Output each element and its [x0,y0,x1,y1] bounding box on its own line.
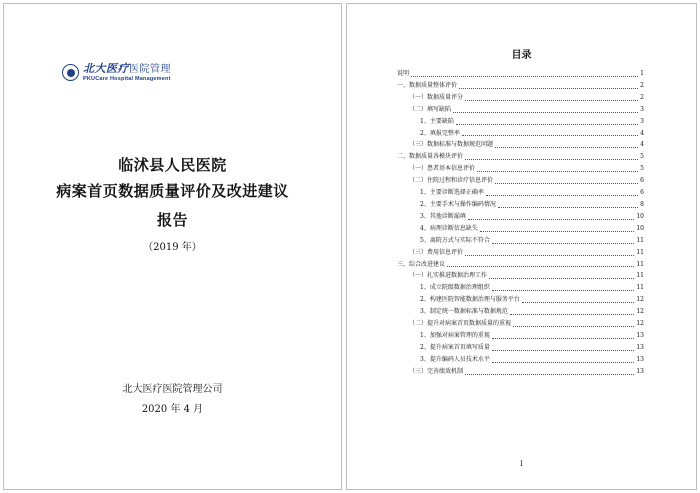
cover-title-report: 病案首页数据质量评价及改进建议 [56,182,289,200]
toc-entry[interactable] [397,211,644,223]
cover-title-suffix: 报告 [156,211,188,229]
toc-entry-page: 11 [636,248,644,256]
toc-entry-page: 12 [636,308,644,316]
toc-entry-title: 3、制定统一数据标准与数据规范 [420,308,508,316]
company-logo [62,63,171,83]
toc-entry[interactable] [397,294,644,306]
toc-leader-dots [495,146,638,148]
toc-entry-title: 2、提升病案首页填写质量 [420,343,490,351]
toc-entry[interactable] [397,68,644,80]
toc-entry-title: 3、其他诊断漏填 [420,212,466,220]
toc-entry-title: （二）填写缺陷 [409,105,452,113]
toc-entry[interactable] [397,354,644,366]
toc-entry-page: 10 [636,224,644,232]
toc-entry-page: 11 [636,272,644,280]
toc-leader-dots [465,158,638,160]
toc-leader-dots [492,361,635,363]
toc-entry-page: 2 [640,81,644,89]
toc-entry-title: 2、填报完整率 [420,129,460,137]
toc-entry-page: 6 [640,189,644,197]
toc-leader-dots [456,123,638,125]
toc-entry[interactable] [397,175,644,187]
toc-entry-title: 2、主要手术与操作编码情况 [420,200,496,208]
toc-entry-title: （二）提升对病案首页数据质量的重视 [409,320,512,328]
toc-entry[interactable] [397,282,644,294]
toc-entry-title: （一）扎实推进数据治理工作 [409,272,488,280]
toc-entry-page: 11 [636,236,644,244]
toc-leader-dots [453,111,638,113]
toc-entry-title: （一）数据质量评分 [409,93,464,101]
toc-entry-title: （一）患者基本信息评价 [409,165,476,173]
toc-entry-title: （三）费用信息评价 [409,248,464,256]
toc-entry[interactable] [397,139,644,151]
toc-entry[interactable] [397,116,644,128]
toc-entry[interactable] [397,259,644,271]
toc-entry[interactable] [397,342,644,354]
logo-emblem-icon [62,64,79,81]
toc-entry[interactable] [397,270,644,282]
toc-entry-title: 4、病理诊断信息缺失 [420,224,478,232]
toc-leader-dots [486,194,638,196]
toc-page [346,3,697,490]
toc-leader-dots [480,230,635,232]
toc-entry-page: 5 [640,153,644,161]
cover-date: 2020 年 4 月 [141,404,204,415]
cover-page [3,3,342,490]
toc-entry-page: 13 [636,355,644,363]
toc-entry[interactable] [397,80,644,92]
cover-title-hospital: 临沭县人民医院 [118,156,227,174]
toc-entry[interactable] [397,223,644,235]
toc-entry-page: 12 [636,296,644,304]
toc-leader-dots [513,325,634,327]
toc-entry[interactable] [397,92,644,104]
toc-leader-dots [411,75,638,77]
toc-entry-title: （二）住院过程和诊疗信息评价 [409,177,494,185]
toc-entry-page: 1 [640,70,644,77]
toc-entry-title: 2、构建医院智能数据治理与服务平台 [420,296,520,304]
toc-leader-dots [462,134,638,136]
toc-leader-dots [495,182,638,184]
toc-entry-page: 13 [636,343,644,351]
page-number: I [520,460,523,468]
toc-leader-dots [477,170,638,172]
toc-entry[interactable] [397,163,644,175]
toc-entry[interactable] [397,330,644,342]
toc-entry-page: 5 [640,165,644,173]
cover-year: （2019 年） [143,242,202,253]
toc-list [397,68,644,378]
logo-english-name: PKUCare Hospital Management [83,76,171,82]
toc-entry[interactable] [397,306,644,318]
toc-entry-title: 一、数据质量整体评价 [397,81,458,89]
toc-entry-title: 1、加强对病案管理的重视 [420,331,490,339]
toc-entry[interactable] [397,104,644,116]
toc-entry-page: 13 [636,331,644,339]
toc-entry[interactable] [397,151,644,163]
toc-entry-title: 说明 [397,70,410,77]
toc-leader-dots [465,373,634,375]
toc-entry-page: 11 [636,260,644,268]
toc-leader-dots [447,265,634,267]
toc-entry-page: 3 [640,105,644,113]
toc-entry-page: 4 [640,129,644,137]
toc-heading: 目录 [511,50,532,61]
toc-leader-dots [492,289,635,291]
toc-leader-dots [510,313,635,315]
toc-entry-page: 10 [636,212,644,220]
toc-entry-page: 4 [640,141,644,149]
toc-leader-dots [465,254,634,256]
toc-entry-title: 5、离院方式与实际不符合 [420,236,490,244]
toc-entry[interactable] [397,366,644,378]
toc-entry-title: 3、提升编码人员技术水平 [420,355,490,363]
toc-entry-page: 13 [636,367,644,375]
toc-leader-dots [522,301,635,303]
toc-entry-page: 3 [640,117,644,125]
toc-entry-title: 1、主要诊断选择正确率 [420,189,484,197]
cover-organization: 北大医疗医院管理公司 [122,384,223,395]
toc-entry[interactable] [397,235,644,247]
toc-entry[interactable] [397,187,644,199]
toc-entry-title: （三）数据标准与数据规范问题 [409,141,494,149]
toc-entry-page: 11 [636,284,644,292]
toc-entry-title: 1、成立院级数据治理组织 [420,284,490,292]
toc-leader-dots [492,242,635,244]
toc-entry-title: 二、数据质量各模块评价 [397,153,464,161]
toc-leader-dots [468,218,635,220]
toc-entry[interactable] [397,128,644,140]
toc-entry-page: 12 [636,320,644,328]
toc-entry[interactable] [397,247,644,259]
toc-leader-dots [492,349,635,351]
toc-entry[interactable] [397,199,644,211]
toc-leader-dots [498,206,638,208]
toc-entry-page: 6 [640,177,644,185]
toc-leader-dots [459,87,638,89]
toc-entry-page: 2 [640,93,644,101]
toc-entry-title: （三）完善绩效机制 [409,367,464,375]
toc-entry[interactable] [397,318,644,330]
toc-entry-title: 三、综合改进建议 [397,260,446,268]
toc-leader-dots [489,277,634,279]
toc-leader-dots [465,99,638,101]
toc-entry-page: 8 [640,200,644,208]
logo-chinese-name: 北大医疗医院管理 [83,62,171,75]
toc-leader-dots [492,337,635,339]
toc-entry-title: 1、主要缺陷 [420,117,454,125]
